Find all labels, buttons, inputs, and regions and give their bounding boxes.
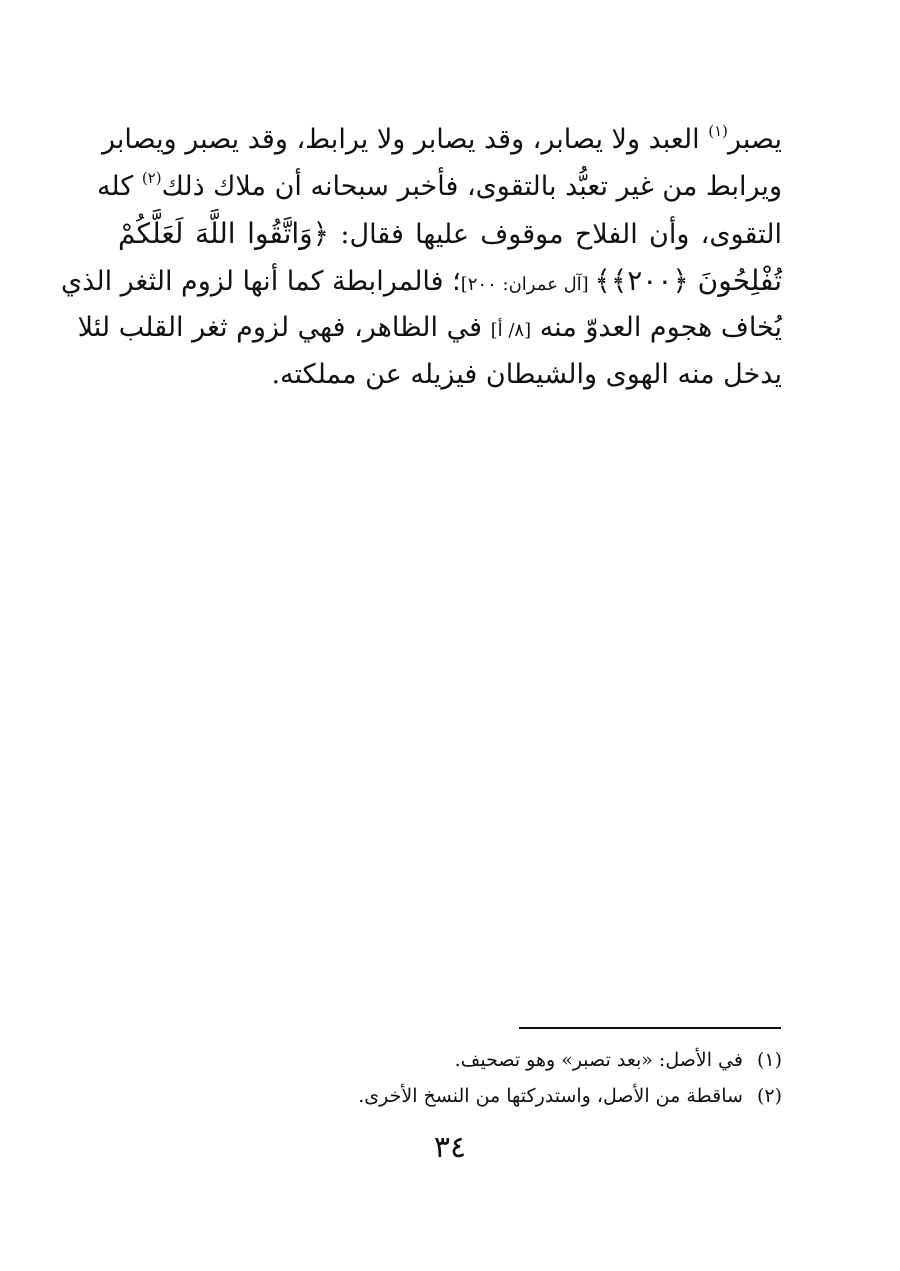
footnote-ref-1[interactable]: (١) [708,122,729,140]
page-number: ٣٤ [433,1130,467,1165]
quran-verse-end: تُفْلِحُونَ ﴿٢٠٠﴾﴾ [594,264,782,297]
text-line-3: التقوى، وأن الفلاح موقوف عليها فقال: ﴿وَاتَّقُوا اللَّهَ لَعَلَّكُمْ [118,217,782,250]
footnote-separator [519,1027,781,1029]
footnotes-list [118,1042,782,1114]
footnote-text: في الأصل: «بعد تصبر» وهو تصحيف. [454,1049,743,1071]
footnote-number: (١) [756,1049,782,1071]
footnote-1 [118,1042,782,1078]
text-line-4: تُفْلِحُونَ ﴿٢٠٠﴾﴾ [آل عمران: ٢٠٠]؛ فالمرابطة كما أنها لزوم الثغر الذي [61,264,782,297]
main-paragraph [61,116,782,398]
footnote-number: (٢) [756,1085,782,1107]
text-line-6: يدخل منه الهوى والشيطان فيزيله عن مملكته. [271,359,782,390]
footnote-ref-2[interactable]: (٢) [141,169,162,187]
text-line-1: يصبر$^{(١)}$ العبد ولا يصابر، وقد يصابر ولا يرابط، وقد يصبر ويصابر [102,122,782,155]
footnote-text: ساقطة من الأصل، واستدركتها من النسخ الأخرى. [358,1085,743,1107]
footnote-2 [118,1078,782,1114]
verse-citation: [آل عمران: ٢٠٠] [460,274,595,295]
text-line-5: يُخاف هجوم العدوّ منه [٨/ أ] في الظاهر، فهي لزوم ثغر القلب لئلا [77,312,782,343]
text-line-2: ويرابط من غير تعبُّد بالتقوى، فأخبر سبحانه أن ملاك ذلك$^{(٢)}$ كله [96,169,782,202]
quran-verse-start: ﴿وَاتَّقُوا اللَّهَ لَعَلَّكُمْ [118,217,330,250]
manuscript-folio-marker: [٨/ أ] [490,320,532,341]
